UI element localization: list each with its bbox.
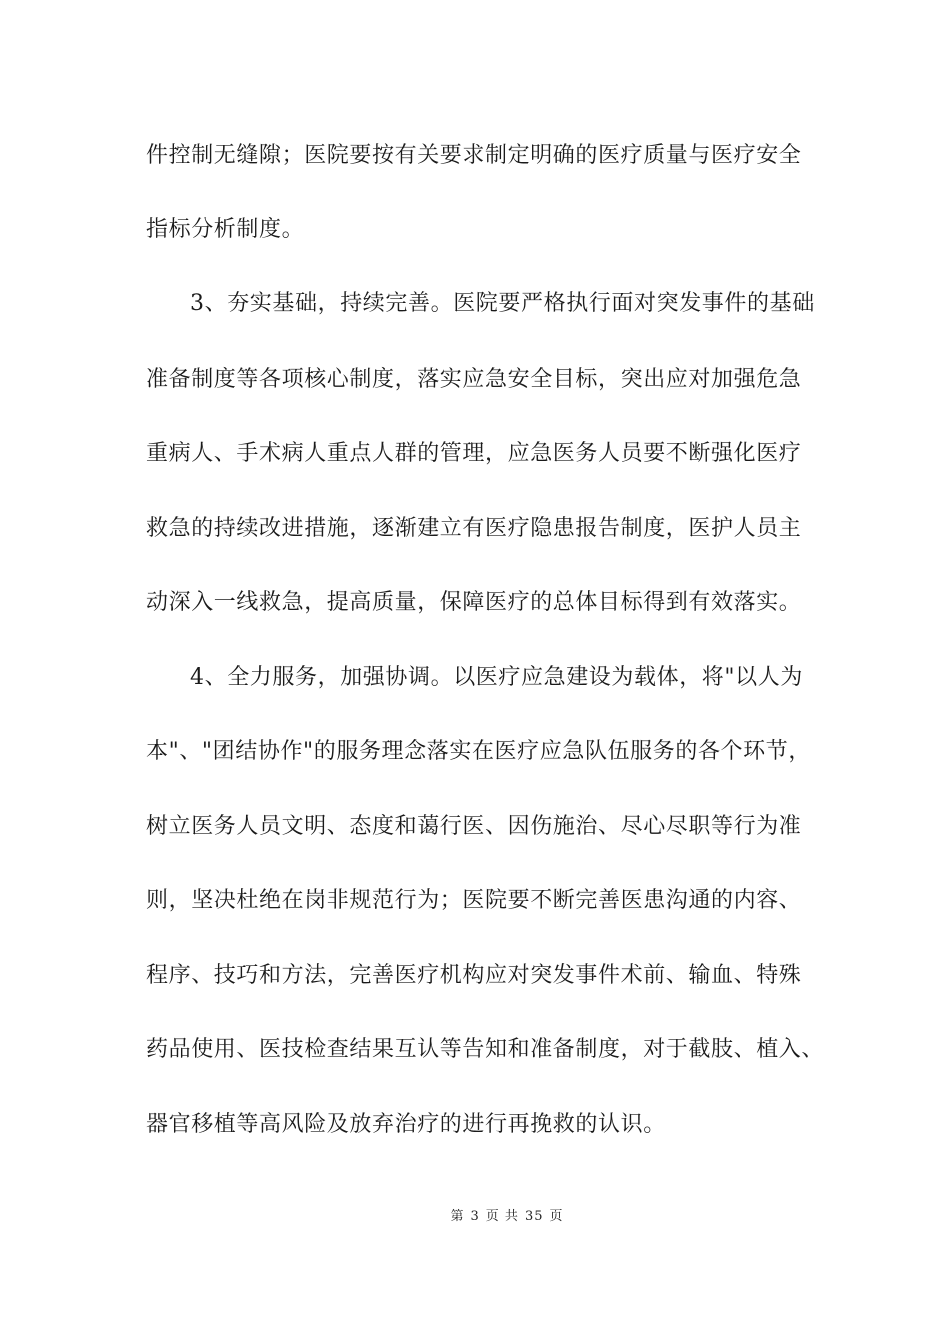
text-line: 救急的持续改进措施，逐渐建立有医疗隐患报告制度，医护人员主 <box>146 516 802 541</box>
text-line: 器官移植等高风险及放弃治疗的进行再挽救的认识。 <box>146 1112 666 1137</box>
text-line: 药品使用、医技检查结果互认等告知和准备制度，对于截肢、植入、 <box>146 1037 825 1062</box>
footer-middle: 页 共 <box>485 1209 519 1224</box>
text-line: 则，坚决杜绝在岗非规范行为；医院要不断完善医患沟通的内容、 <box>146 888 802 913</box>
current-page-number: 3 <box>470 1209 480 1224</box>
text-line: 本"、"团结协作"的服务理念落实在医疗应急队伍服务的各个环节， <box>146 739 811 764</box>
footer-prefix: 第 <box>450 1209 465 1224</box>
page-footer <box>0 1207 950 1227</box>
paragraph-3-start: 3、夯实基础，持续完善。医院要严格执行面对突发事件的基础 <box>190 291 815 316</box>
text-line: 指标分析制度。 <box>146 217 305 242</box>
text-line: 件控制无缝隙；医院要按有关要求制定明确的医疗质量与医疗安全 <box>146 143 802 168</box>
text-line: 树立医务人员文明、态度和蔼行医、因伤施治、尽心尽职等行为准 <box>146 814 802 839</box>
footer-suffix: 页 <box>549 1209 564 1224</box>
text-line: 重病人、手术病人重点人群的管理，应急医务人员要不断强化医疗 <box>146 441 802 466</box>
paragraph-4-start: 4、全力服务，加强协调。以医疗应急建设为载体，将"以人为 <box>190 665 803 690</box>
text-line: 程序、技巧和方法，完善医疗机构应对突发事件术前、输血、特殊 <box>146 963 802 988</box>
text-line: 准备制度等各项核心制度，落实应急安全目标，突出应对加强危急 <box>146 367 802 392</box>
text-line: 动深入一线救急，提高质量，保障医疗的总体目标得到有效落实。 <box>146 590 802 615</box>
total-pages-number: 35 <box>524 1209 544 1224</box>
